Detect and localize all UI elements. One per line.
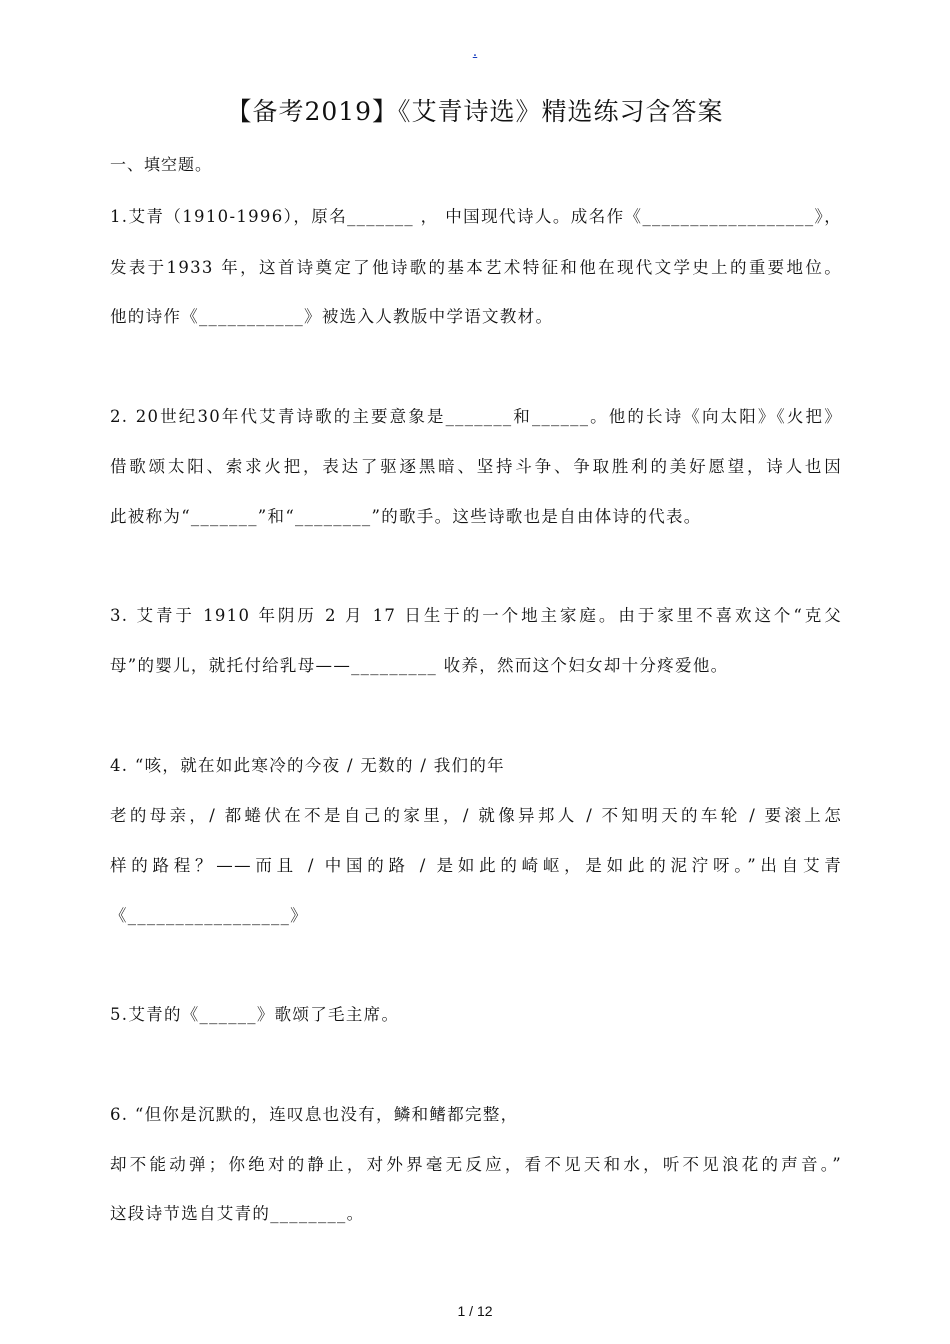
section-heading: 一、填空题。 <box>110 155 213 174</box>
q5-line-1: 5.艾青的《______》歌颂了毛主席。 <box>110 1005 400 1024</box>
q4-line-2: 老的母亲，/ 都蜷伏在不是自己的家里，/ 就像异邦人 / 不知明天的车轮 / 要滚上怎 <box>110 806 842 825</box>
q2-line-1: 2. 20世纪30年代艾青诗歌的主要意象是_______和______。他的长诗《向太阳》《火把》 <box>110 407 842 426</box>
q3-line-1: 3. 艾青于 1910 年阴历 2 月 17 日生于的一个地主家庭。由于家里不喜欢这个“克父 <box>110 606 842 625</box>
q1-line-2: 发表于1933 年，这首诗奠定了他诗歌的基本艺术特征和他在现代文学史上的重要地位。 <box>110 258 842 277</box>
q4-line-1: 4. “咳，就在如此寒冷的今夜 / 无数的 / 我们的年 <box>110 756 505 775</box>
q4-line-4: 《_________________》 <box>110 906 308 925</box>
q3-line-2: 母”的婴儿，就托付给乳母——_________ 收养，然而这个妇女却十分疼爱他。 <box>110 656 729 675</box>
q2-line-2: 借歌颂太阳、索求火把，表达了驱逐黑暗、坚持斗争、争取胜利的美好愿望，诗人也因 <box>110 457 842 476</box>
q4-line-3: 样的路程？——而且 / 中国的路 / 是如此的崎岖，是如此的泥泞呀。”出自艾青 <box>110 856 842 875</box>
q6-line-1: 6. “但你是沉默的，连叹息也没有，鳞和鳍都完整， <box>110 1105 519 1124</box>
q1-line-3: 他的诗作《___________》被选入人教版中学语文教材。 <box>110 307 554 326</box>
q1-line-1: 1.艾青（1910-1996），原名_______ ， 中国现代诗人。成名作《__________________》， <box>110 207 842 226</box>
q6-line-2: 却不能动弹；你绝对的静止，对外界毫无反应，看不见天和水，听不见浪花的声音。” <box>110 1155 842 1174</box>
q2-line-3: 此被称为“_______”和“________”的歌手。这些诗歌也是自由体诗的代表。 <box>110 507 702 526</box>
q6-line-3: 这段诗节选自艾青的________。 <box>110 1204 365 1223</box>
page-number: 1 / 12 <box>457 1303 493 1319</box>
document-title: 【备考2019】《艾青诗选》精选练习含答案 <box>226 97 724 126</box>
header-mark: . <box>472 44 478 60</box>
